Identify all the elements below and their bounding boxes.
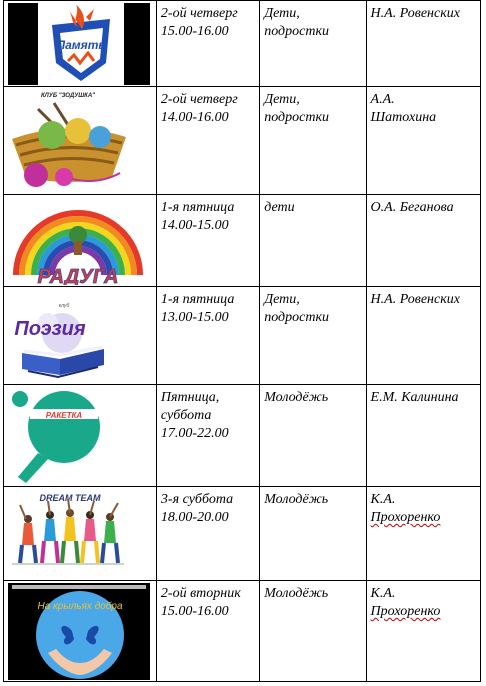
leader-cell bbox=[366, 1, 480, 87]
schedule-cell bbox=[156, 1, 259, 87]
schedule-time: 17.00-22.00 bbox=[160, 426, 229, 441]
audience-cell bbox=[260, 581, 366, 682]
schedule-day: 3-я суббота bbox=[160, 492, 234, 507]
leader-name: Н.А. Ровенских bbox=[370, 292, 460, 307]
audience-text: Молодёжь bbox=[264, 390, 329, 405]
audience-text: подростки bbox=[264, 24, 329, 39]
logo-cell bbox=[4, 195, 157, 287]
logo-label: РАКЕТКА bbox=[45, 411, 83, 420]
pamyat-logo bbox=[8, 3, 150, 91]
leader-name: К.А. bbox=[370, 586, 396, 601]
audience-text: подростки bbox=[264, 310, 329, 325]
club-schedule-table bbox=[3, 0, 481, 682]
schedule-day: 2-ой вторник bbox=[160, 586, 241, 601]
schedule-time: 15.00-16.00 bbox=[160, 24, 229, 39]
audience-cell bbox=[260, 1, 366, 87]
logo-cell bbox=[4, 385, 157, 487]
logo-label: РАДУГА bbox=[37, 266, 119, 285]
schedule-day: 2-ой четверг bbox=[160, 6, 238, 21]
audience-cell bbox=[260, 195, 366, 287]
schedule-cell bbox=[156, 385, 259, 487]
schedule-cell bbox=[156, 287, 259, 385]
audience-text: Дети, bbox=[264, 92, 300, 107]
leader-cell bbox=[366, 487, 480, 581]
schedule-cell bbox=[156, 195, 259, 287]
leader-cell bbox=[366, 195, 480, 287]
table-row bbox=[4, 1, 481, 87]
ping-pong-logo bbox=[8, 387, 150, 491]
table-row bbox=[4, 487, 481, 581]
table-row bbox=[4, 385, 481, 487]
schedule-day: 1-я пятница bbox=[160, 292, 235, 307]
audience-text: Молодёжь bbox=[264, 492, 329, 507]
logo-label: Память bbox=[56, 38, 106, 52]
audience-cell bbox=[260, 87, 366, 195]
schedule-cell bbox=[156, 487, 259, 581]
logo-cell bbox=[4, 581, 157, 682]
table-row bbox=[4, 581, 481, 682]
audience-text: Дети, bbox=[264, 6, 300, 21]
logo-cell bbox=[4, 87, 157, 195]
audience-text: Молодёжь bbox=[264, 586, 329, 601]
audience-cell bbox=[260, 487, 366, 581]
schedule-day: 1-я пятница bbox=[160, 200, 235, 215]
leader-cell bbox=[366, 287, 480, 385]
leader-cell bbox=[366, 581, 480, 682]
wings-of-kindness-logo bbox=[8, 583, 150, 686]
leader-name: Е.М. Калинина bbox=[370, 390, 459, 405]
poetry-book-logo bbox=[8, 289, 150, 389]
table-row bbox=[4, 287, 481, 385]
leader-name: Шатохина bbox=[370, 110, 437, 125]
schedule-time: 13.00-15.00 bbox=[160, 310, 229, 325]
audience-cell bbox=[260, 287, 366, 385]
schedule-day: суббота bbox=[160, 408, 212, 423]
leader-cell bbox=[366, 87, 480, 195]
leader-name: К.А. bbox=[370, 492, 396, 507]
audience-text: подростки bbox=[264, 110, 329, 125]
schedule-time: 14.00-16.00 bbox=[160, 110, 229, 125]
schedule-cell bbox=[156, 581, 259, 682]
leader-name: Н.А. Ровенских bbox=[370, 6, 460, 21]
logo-small-label: клуб bbox=[58, 303, 70, 309]
logo-cell bbox=[4, 287, 157, 385]
schedule-day: Пятница, bbox=[160, 390, 220, 405]
table-row bbox=[4, 87, 481, 195]
schedule-cell bbox=[156, 87, 259, 195]
leader-name: А.А. bbox=[370, 92, 395, 107]
table-row bbox=[4, 195, 481, 287]
logo-cell bbox=[4, 1, 157, 87]
audience-text: Дети, bbox=[264, 292, 300, 307]
rainbow-logo bbox=[8, 197, 150, 291]
schedule-time: 14.00-15.00 bbox=[160, 218, 229, 233]
schedule-day: 2-ой четверг bbox=[160, 92, 238, 107]
logo-label: На крыльях добра bbox=[37, 601, 123, 612]
logo-label: Поэзия bbox=[14, 318, 86, 340]
leader-name: О.А. Беганова bbox=[370, 200, 454, 215]
dream-team-logo bbox=[8, 489, 150, 585]
audience-text: дети bbox=[264, 200, 295, 215]
leader-name: Прохоренко bbox=[370, 510, 441, 525]
schedule-time: 15.00-16.00 bbox=[160, 604, 229, 619]
knitting-basket-logo bbox=[8, 89, 150, 199]
schedule-time: 18.00-20.00 bbox=[160, 510, 229, 525]
leader-cell bbox=[366, 385, 480, 487]
leader-name: Прохоренко bbox=[370, 604, 441, 619]
logo-label: DREAM TEAM bbox=[39, 493, 101, 503]
audience-cell bbox=[260, 385, 366, 487]
logo-label: КЛУБ "ЗОДУШКА" bbox=[40, 93, 96, 99]
logo-cell bbox=[4, 487, 157, 581]
